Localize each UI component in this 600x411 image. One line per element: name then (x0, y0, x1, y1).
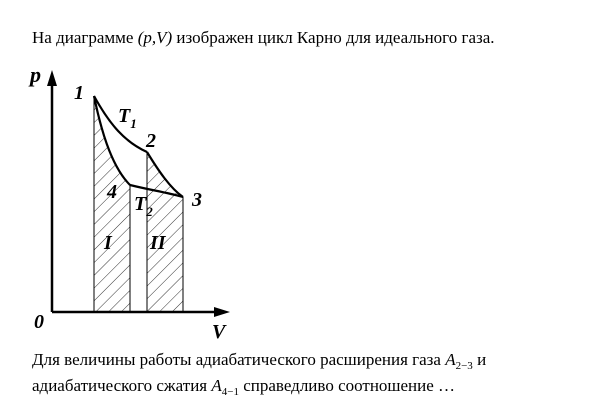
intro-text-before: На диаграмме (32, 28, 134, 47)
axis-label-v: V (212, 321, 226, 343)
region-label-2: II (150, 232, 166, 254)
point-label-3: 3 (192, 189, 202, 211)
question-text-3: справедливо соотношение … (243, 376, 456, 395)
pv-formula: (p,V) (137, 28, 173, 47)
point-label-4: 4 (107, 181, 117, 203)
work-a41: $A_{4-1}$ (211, 376, 239, 398)
point-label-2: 2 (146, 130, 156, 152)
work-a23: $A_{2-3}$ (445, 350, 473, 372)
p-axis-arrow-icon (47, 70, 57, 86)
temp-label-t2: $T_2$ (134, 193, 153, 219)
intro-text-after: изображен цикл Карно для идеального газа. (176, 28, 495, 47)
point-label-1: 1 (74, 82, 84, 104)
question-text-and: и (477, 350, 487, 369)
question-text-2: адиабатического сжатия (32, 376, 208, 395)
question-text-1: Для величины работы адиабатического расширения газа (32, 350, 441, 369)
origin-label: 0 (34, 311, 44, 333)
question-line-1 (32, 350, 486, 372)
temp-label-t1: $T_1$ (118, 105, 137, 131)
question-line-2 (32, 376, 455, 398)
v-axis-arrow-icon (214, 307, 230, 317)
region-label-1: I (104, 232, 112, 254)
axis-label-p: p (30, 62, 41, 87)
